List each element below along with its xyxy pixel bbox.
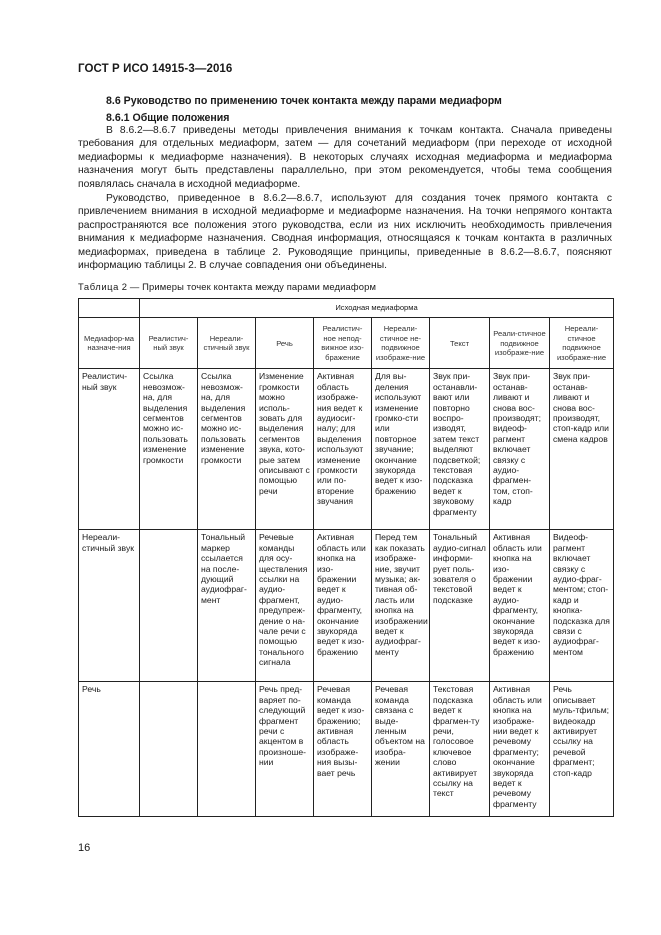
- column-header-nonrealistic-moving-image: Нереали-стичное подвижное изображе-ние: [550, 318, 614, 369]
- source-media-group-header: Исходная медиаформа: [140, 299, 614, 318]
- table-corner-cell: [79, 299, 140, 318]
- table-row-realistic-sound: [79, 369, 614, 530]
- row-header: Речь: [79, 682, 140, 817]
- table-cell: Ссылка невозмож-на, для выделения сегментов можно ис-пользовать изменение громкости: [140, 369, 198, 530]
- table-caption-text: 2 — Примеры точек контакта между парами медиаформ: [121, 281, 377, 292]
- table-cell: Звук при-останав-ливают и снова вос-производят, стоп-кадр или смена кадров: [550, 369, 614, 530]
- table-cell: Речь описывает муль-тфильм; видеокадр активирует ссылку на речевой фрагмент; стоп-кадр: [550, 682, 614, 817]
- column-header-text: Текст: [430, 318, 490, 369]
- page-number: 16: [78, 842, 91, 854]
- row-header: Нереали-стичный звук: [79, 530, 140, 682]
- table-cell: Речевая команда связана с выде-ленным объектом на изобра-жении: [372, 682, 430, 817]
- table-cell: Перед тем как показать изображе-ние, звучит музыка; ак-тивная об-ласть или кнопка на изображении ведет к аудиофраг-менту: [372, 530, 430, 682]
- table-cell: [140, 530, 198, 682]
- table-cell: [140, 682, 198, 817]
- table-cell: Текстовая подсказка ведет к фрагмен-ту речи, голосовое ключевое слово активирует ссылку на текст: [430, 682, 490, 817]
- table-cell: Активная область или кнопка на изо-бражении ведет к аудио-фрагменту, окончание звукоряда ведет к изо-бражению: [490, 530, 550, 682]
- column-header-realistic-sound: Реалистич-ный звук: [140, 318, 198, 369]
- contact-points-table: [78, 298, 614, 817]
- paragraph-intro: В 8.6.2—8.6.7 приведены методы привлечения внимания к точкам контакта. Сначала приведены требования для отдельных медиаформ, затем — для сочетаний медиаформ (при переходе от исходной медиаформы к медиаформе назначения). В некоторых случаях исходная медиаформа и медиаформа назначения могут быть представлены параллельно, при этом рекомендуется, чтобы тема сообщения появлялась сначала в исходной медиаформе.: [78, 125, 612, 190]
- standard-header: ГОСТ Р ИСО 14915-3—2016: [78, 63, 233, 75]
- column-header-nonrealistic-still-image: Нереали-стичное не-подвижное изображе-ние: [372, 318, 430, 369]
- column-header-realistic-moving-image: Реали-стичное подвижное изображе-ние: [490, 318, 550, 369]
- section-title: 8.6 Руководство по применению точек контакта между парами медиаформ: [106, 95, 502, 107]
- table-cell: Речь пред-варяет по-следующий фрагмент речи с акцентом в произноше-нии: [256, 682, 314, 817]
- column-header-nonrealistic-sound: Нереали-стичный звук: [198, 318, 256, 369]
- subsection-title: 8.6.1 Общие положения: [106, 112, 230, 124]
- table-label: Таблица: [78, 281, 119, 292]
- table-cell: Активная область или кнопка на изо-бражении ведет к аудио-фрагменту, окончание звукоряда ведет к изо-бражению: [314, 530, 372, 682]
- table-row-speech: [79, 682, 614, 817]
- column-header-realistic-still-image: Реалистич-ное непод-вижное изо-бражение: [314, 318, 372, 369]
- table-caption: [78, 281, 376, 292]
- table-cell: Активная область или кнопка на изображе-нии ведет к речевому фрагменту; окончание звукоряда ведет к речевому фрагменту: [490, 682, 550, 817]
- table-cell: Активная область изображе-ния ведет к аудиосиг-налу; для выделения используют изменение громкости или по-вторение звучания: [314, 369, 372, 530]
- paragraph-guidance: Руководство, приведенное в 8.6.2—8.6.7, используют для создания точек прямого контакта с привлечением внимания в исходной медиаформе и медиаформе назначения. На точки непрямого контакта распространяются все положения этого руководства, если из них исключить необходимость привлечения внимания к медиаформе назначения. Сводная информация, относящаяся к точкам контакта в различных медиаформах, приведена в таблице 2. Руководящие принципы, приведенные в 8.6.2—8.6.7, поясняют информацию таблицы 2. В случае совпадения они объединены.: [78, 193, 612, 272]
- table-cell: Тональный аудио-сигнал информи-рует поль-зователя о текстовой подсказке: [430, 530, 490, 682]
- table-cell: Ссылка невозмож-на, для выделения сегментов можно ис-пользовать изменение громкости: [198, 369, 256, 530]
- table-cell: [198, 682, 256, 817]
- table-cell: Видеоф-рагмент включает связку с аудио-фраг-ментом; стоп-кадр и кнопка-подсказка для связи с аудиофраг-ментом: [550, 530, 614, 682]
- table-cell: Речевая команда ведет к изо-бражению; активная область изображе-ния вызы-вает речь: [314, 682, 372, 817]
- column-header-speech: Речь: [256, 318, 314, 369]
- table-cell: Изменение громкости можно исполь-зовать для выделения сегментов звука, кото-рые затем описывают с помощью речи: [256, 369, 314, 530]
- table-cell: Тональный маркер ссылается на после-дующий аудиофраг-мент: [198, 530, 256, 682]
- column-header-target-media: Медиафор-ма назначе-ния: [79, 318, 140, 369]
- table-cell: Речевые команды для осу-ществления ссылки на аудио-фрагмент, предупреж-дение о на-чале речи с помощью тонального сигнала: [256, 530, 314, 682]
- table-cell: Для вы-деления используют изменение громко-сти или повторное звучание; окончание звукоряда ведет к изо-бражению: [372, 369, 430, 530]
- row-header: Реалистич-ный звук: [79, 369, 140, 530]
- table-row-nonrealistic-sound: [79, 530, 614, 682]
- table-cell: Звук при-останав-ливают и снова вос-производят; видеоф-рагмент включает связку с аудио-фрагмен-том, стоп-кадр: [490, 369, 550, 530]
- table-cell: Звук при-останавли-вают или повторно воспро-изводят, затем текст выделяют подсветкой; текстовая подсказка ведет к звуковому фрагменту: [430, 369, 490, 530]
